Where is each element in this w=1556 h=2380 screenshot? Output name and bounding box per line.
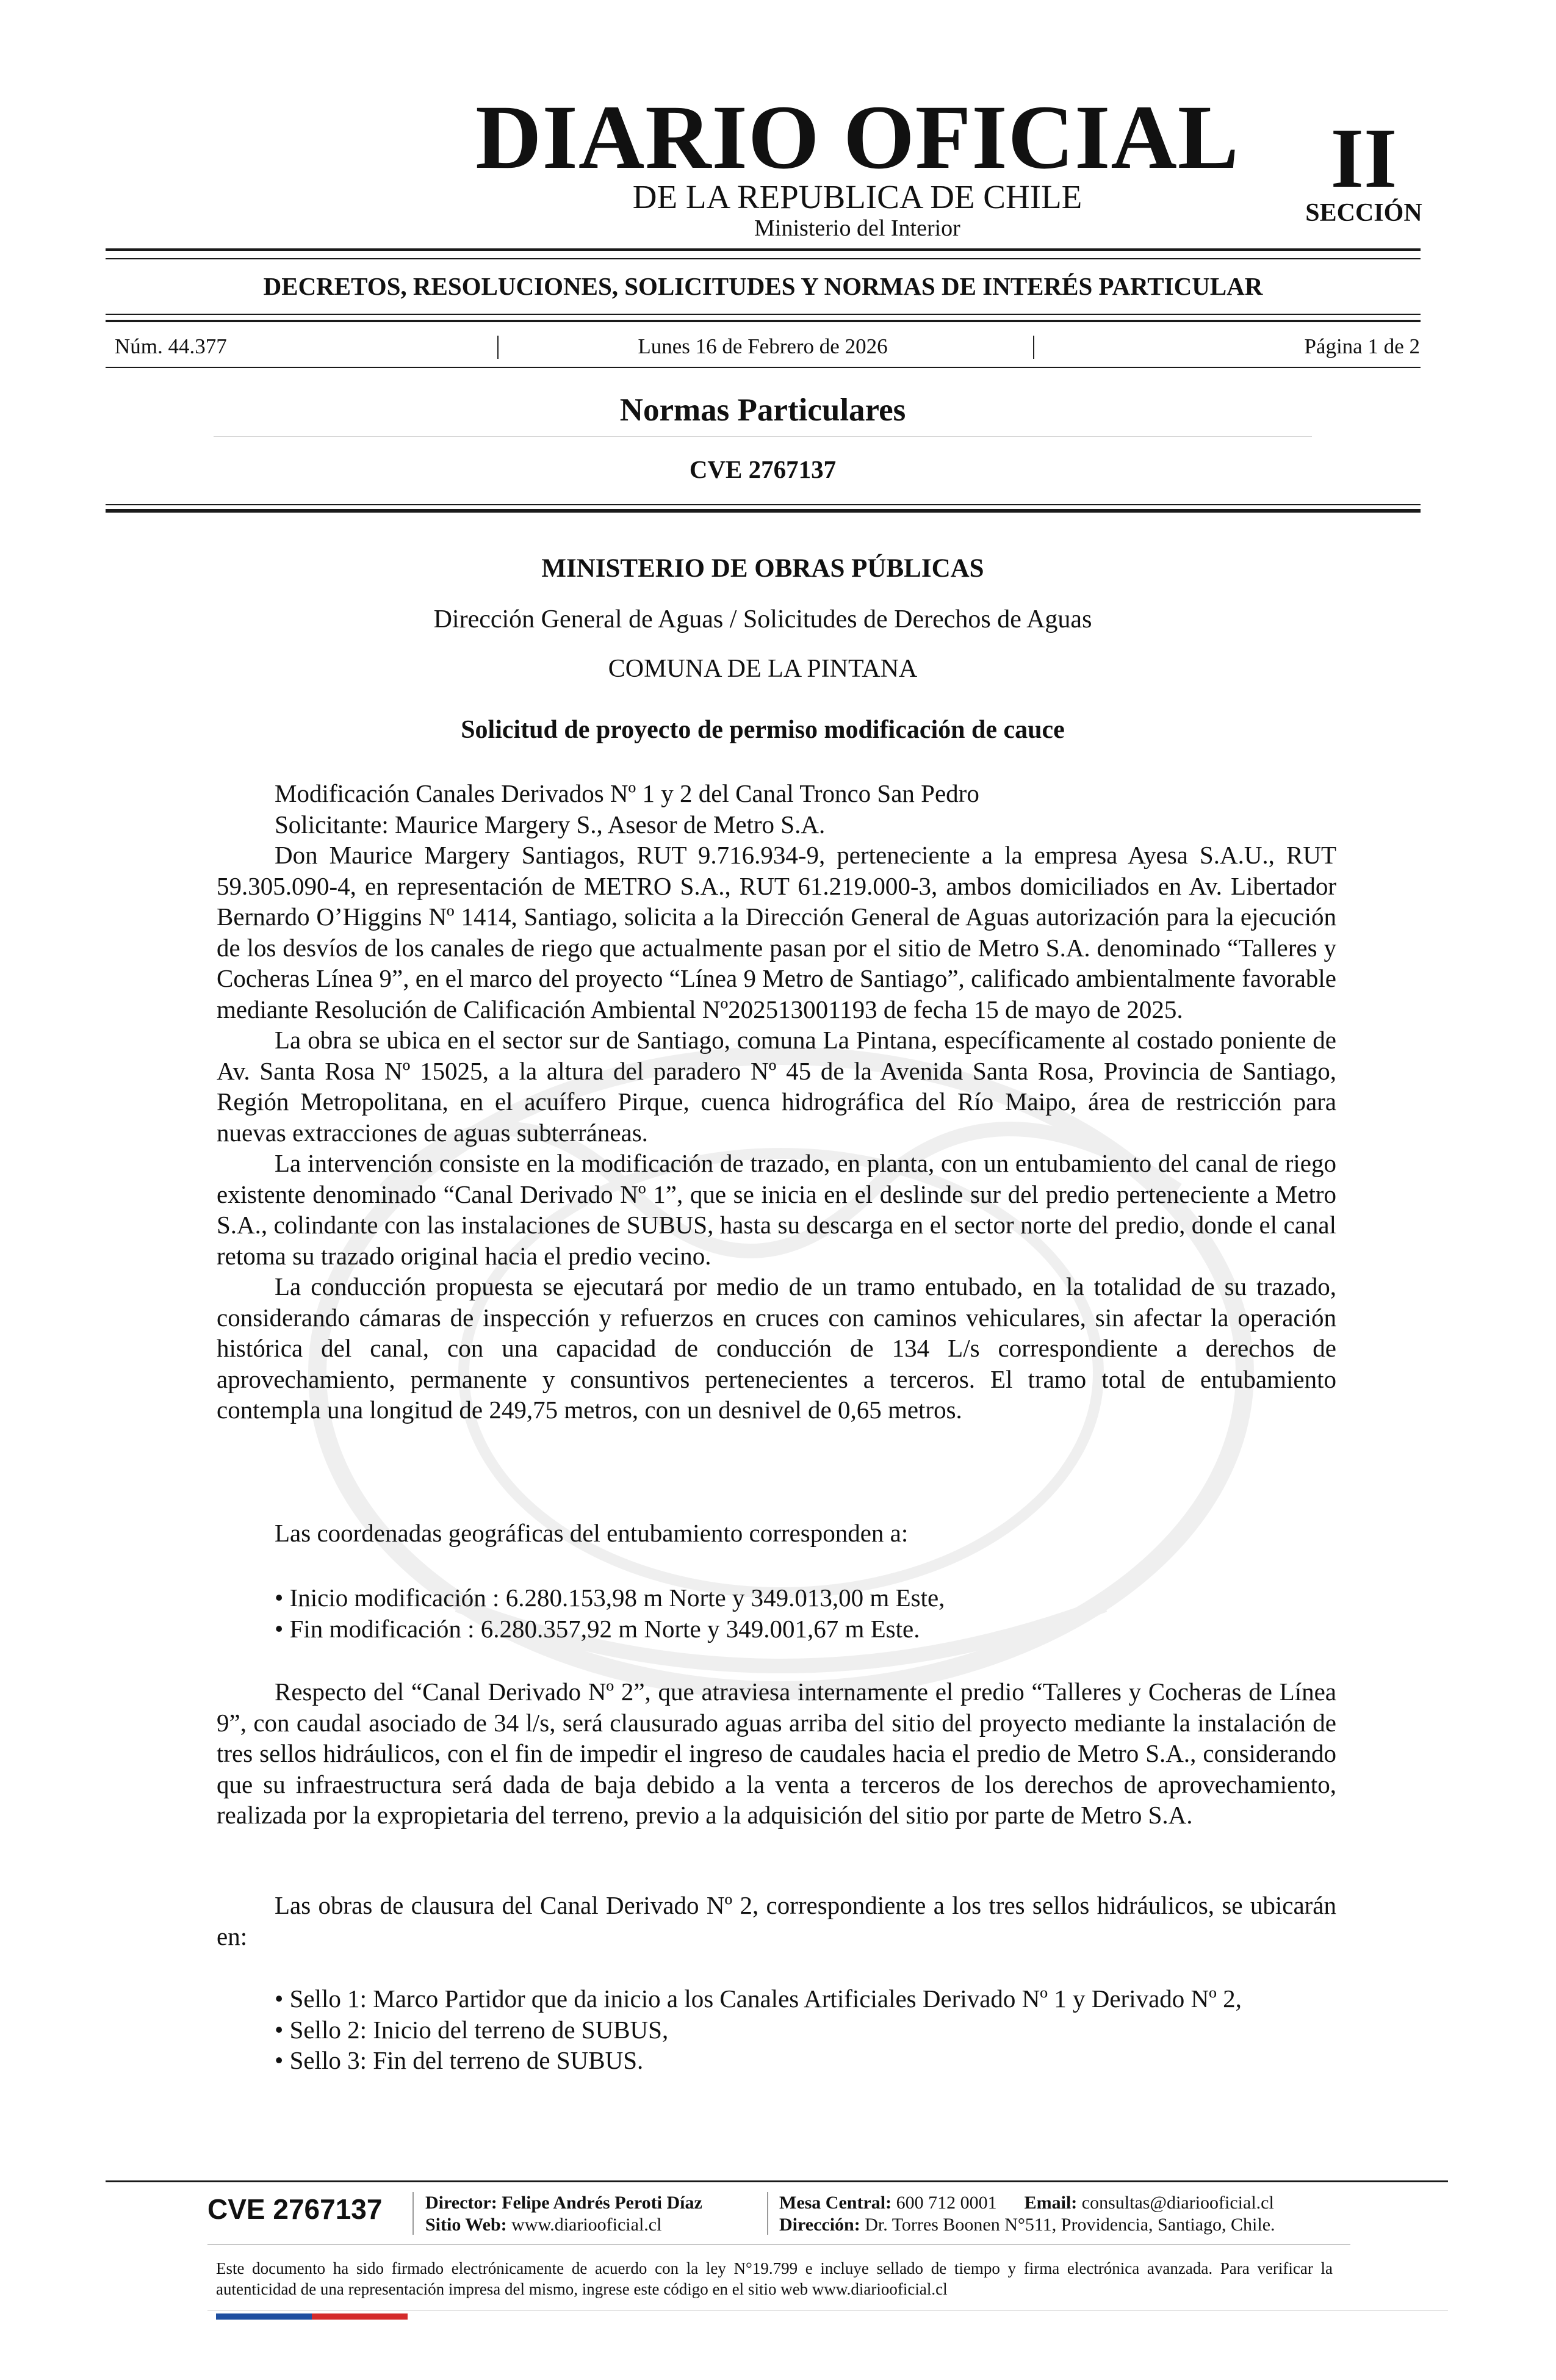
body-paragraph-3: La intervención consiste en la modificación de trazado, en planta, con un entubamiento del canal de riego existente denominado “Canal Derivado Nº 1”, que se inicia en el deslinde sur del predio perteneciente a Metro S.A., colindante con las instalaciones de SUBUS, hasta su descarga en el sector norte del predio, donde el canal retoma su trazado original hacia el predio vecino. (217, 1149, 1336, 1270)
body-paragraph-6: Las obras de clausura del Canal Derivado Nº 2, correspondiente a los tres sellos hidráulicos, se ubicarán en: (217, 1891, 1336, 1950)
seal-3: • Sello 3: Fin del terreno de SUBUS. (275, 2046, 644, 2074)
footer-cve: CVE 2767137 (207, 2193, 383, 2225)
coordinate-end: • Fin modificación : 6.280.357,92 m Norte y 349.001,67 m Este. (275, 1614, 920, 1643)
body-line-modification: Modificación Canales Derivados Nº 1 y 2 del Canal Tronco San Pedro (275, 779, 979, 807)
page-indicator: Página 1 de 2 (1304, 334, 1420, 358)
banner-rule-bottom (106, 320, 1421, 322)
footer-address (779, 2214, 1275, 2236)
address-value: Dr. Torres Boonen N°511, Providencia, Santiago, Chile. (865, 2215, 1275, 2235)
closure-block (217, 1890, 1336, 1952)
email-label: Email: (1024, 2193, 1078, 2213)
direction-heading: Dirección General de Aguas / Solicitudes de Derechos de Aguas (433, 605, 1092, 633)
body-paragraph-1: Don Maurice Margery Santiagos, RUT 9.716.934-9, perteneciente a la empresa Ayesa S.A.U., RUT 59.305.090-4, en representación de METRO S.A., RUT 61.219.000-3, ambos domiciliados en Av. Libertador Bernardo O’Higgins Nº 1414, Santiago, solicita a la Dirección General de Aguas autorización para la ejecución de los desvíos de los canales de riego que actualmente pasan por el sitio de Metro S.A. denominado “Talleres y Cocheras Línea 9”, en el marco del proyecto “Línea 9 Metro de Santiago”, calificado ambientalmente favorable mediante Resolución de Calificación Ambiental Nº202513001193 de fecha 15 de mayo de 2025. (217, 841, 1336, 1023)
section-label: SECCIÓN (1305, 199, 1422, 227)
footer-contact (779, 2192, 1274, 2214)
coordinates-intro: Las coordenadas geográficas del entubamiento corresponden a: (275, 1519, 909, 1547)
masthead-title: DIARIO OFICIAL (475, 87, 1239, 188)
section-heading-rule (214, 436, 1312, 437)
masthead-rule-bottom (106, 258, 1421, 259)
banner-rule-top (106, 314, 1421, 315)
website-link[interactable]: www.diariooficial.cl (511, 2215, 662, 2235)
seals-list (217, 1983, 1336, 2076)
info-separator-2 (1033, 336, 1034, 359)
comuna-heading: COMUNA DE LA PINTANA (608, 655, 918, 683)
issue-number: Núm. 44.377 (115, 334, 227, 358)
cve-rule-top (106, 504, 1421, 505)
address-label: Dirección: (779, 2215, 860, 2235)
section-number: II (1330, 111, 1397, 206)
director-value: Felipe Andrés Peroti Díaz (502, 2193, 702, 2213)
canal-2-block (217, 1676, 1336, 1831)
body-paragraph-4: La conducción propuesta se ejecutará por medio de un tramo entubado, en la totalidad de su trazado, considerando cámaras de inspección y refuerzos en cruces con caminos vehiculares, sin afectar la operación histórica del canal, con una capacidad de conducción de 134 L/s correspondiente a derechos de aprovechamiento, permanente y consuntivos pertenecientes a terceros. El tramo total de entubamiento contempla una longitud de 249,75 metros, con un desnivel de 0,65 metros. (217, 1272, 1336, 1424)
director-label: Director: (425, 2193, 497, 2213)
coordinate-start: • Inicio modificación : 6.280.153,98 m Norte y 349.013,00 m Este, (275, 1584, 945, 1612)
request-title: Solicitud de proyecto de permiso modificación de cauce (461, 716, 1065, 744)
flag-stripe-blue (216, 2313, 312, 2320)
document-body (217, 778, 1336, 1426)
issue-date: Lunes 16 de Febrero de 2026 (638, 334, 888, 358)
body-paragraph-5: Respecto del “Canal Derivado Nº 2”, que atraviesa internamente el predio “Talleres y Cocheras de Línea 9”, con caudal asociado de 34 l/s, será clausurado aguas arriba del sitio del proyecto mediante la instalación de tres sellos hidráulicos, con el fin de impedir el ingreso de caudales hacia el predio de Metro S.A., considerando que su infraestructura será dada de baja debido a la venta a terceros de los derechos de aprovechamiento, realizada por la expropietaria del terreno, previo a la adquisición del sitio por parte de Metro S.A. (217, 1678, 1336, 1829)
ministry-heading: MINISTERIO DE OBRAS PÚBLICAS (541, 554, 984, 583)
section-heading: Normas Particulares (619, 392, 906, 428)
phone-label: Mesa Central: (779, 2193, 892, 2213)
body-line-applicant: Solicitante: Maurice Margery S., Asesor de Metro S.A. (275, 810, 826, 838)
cve-code: CVE 2767137 (689, 455, 837, 483)
masthead-subtitle: DE LA REPUBLICA DE CHILE (632, 178, 1082, 215)
email-link[interactable]: consultas@diariooficial.cl (1081, 2193, 1274, 2213)
cve-rule-bottom (106, 509, 1421, 513)
footer-divider-1 (412, 2192, 414, 2235)
info-rule (106, 367, 1421, 368)
phone-value: 600 712 0001 (896, 2193, 997, 2213)
footer-rule-top (106, 2180, 1448, 2182)
footer-rule-bottom (207, 2244, 1350, 2245)
masthead-rule-top (106, 248, 1421, 251)
website-label: Sitio Web: (425, 2215, 507, 2235)
coordinates-block (217, 1518, 1336, 1549)
info-separator-1 (497, 336, 499, 359)
masthead-ministry: Ministerio del Interior (754, 215, 960, 241)
footer-director (425, 2192, 702, 2214)
seal-1: • Sello 1: Marco Partidor que da inicio a los Canales Artificiales Derivado Nº 1 y Derivado Nº 2, (275, 1985, 1242, 2013)
footer-divider-2 (767, 2192, 768, 2235)
seal-2: • Sello 2: Inicio del terreno de SUBUS, (275, 2015, 669, 2044)
legal-notice: Este documento ha sido firmado electrónicamente de acuerdo con la ley N°19.799 e incluye sellado de tiempo y firma electrónica avanzada. Para verificar la autenticidad de una representación impresa del mismo, ingrese este código en el sitio web www.diariooficial.cl (216, 2259, 1333, 2298)
flag-stripe-red (312, 2313, 408, 2320)
footer-website (425, 2214, 661, 2236)
category-banner: DECRETOS, RESOLUCIONES, SOLICITUDES Y NORMAS DE INTERÉS PARTICULAR (263, 272, 1263, 300)
body-paragraph-2: La obra se ubica en el sector sur de Santiago, comuna La Pintana, específicamente al costado poniente de Av. Santa Rosa Nº 15025, a la altura del paradero Nº 45 de la Avenida Santa Rosa, Provincia de Santiago, Región Metropolitana, en el acuífero Pirque, cuenca hidrográfica del Río Maipo, área de restricción para nuevas extracciones de aguas subterráneas. (217, 1026, 1336, 1147)
coordinates-list (217, 1582, 1336, 1644)
